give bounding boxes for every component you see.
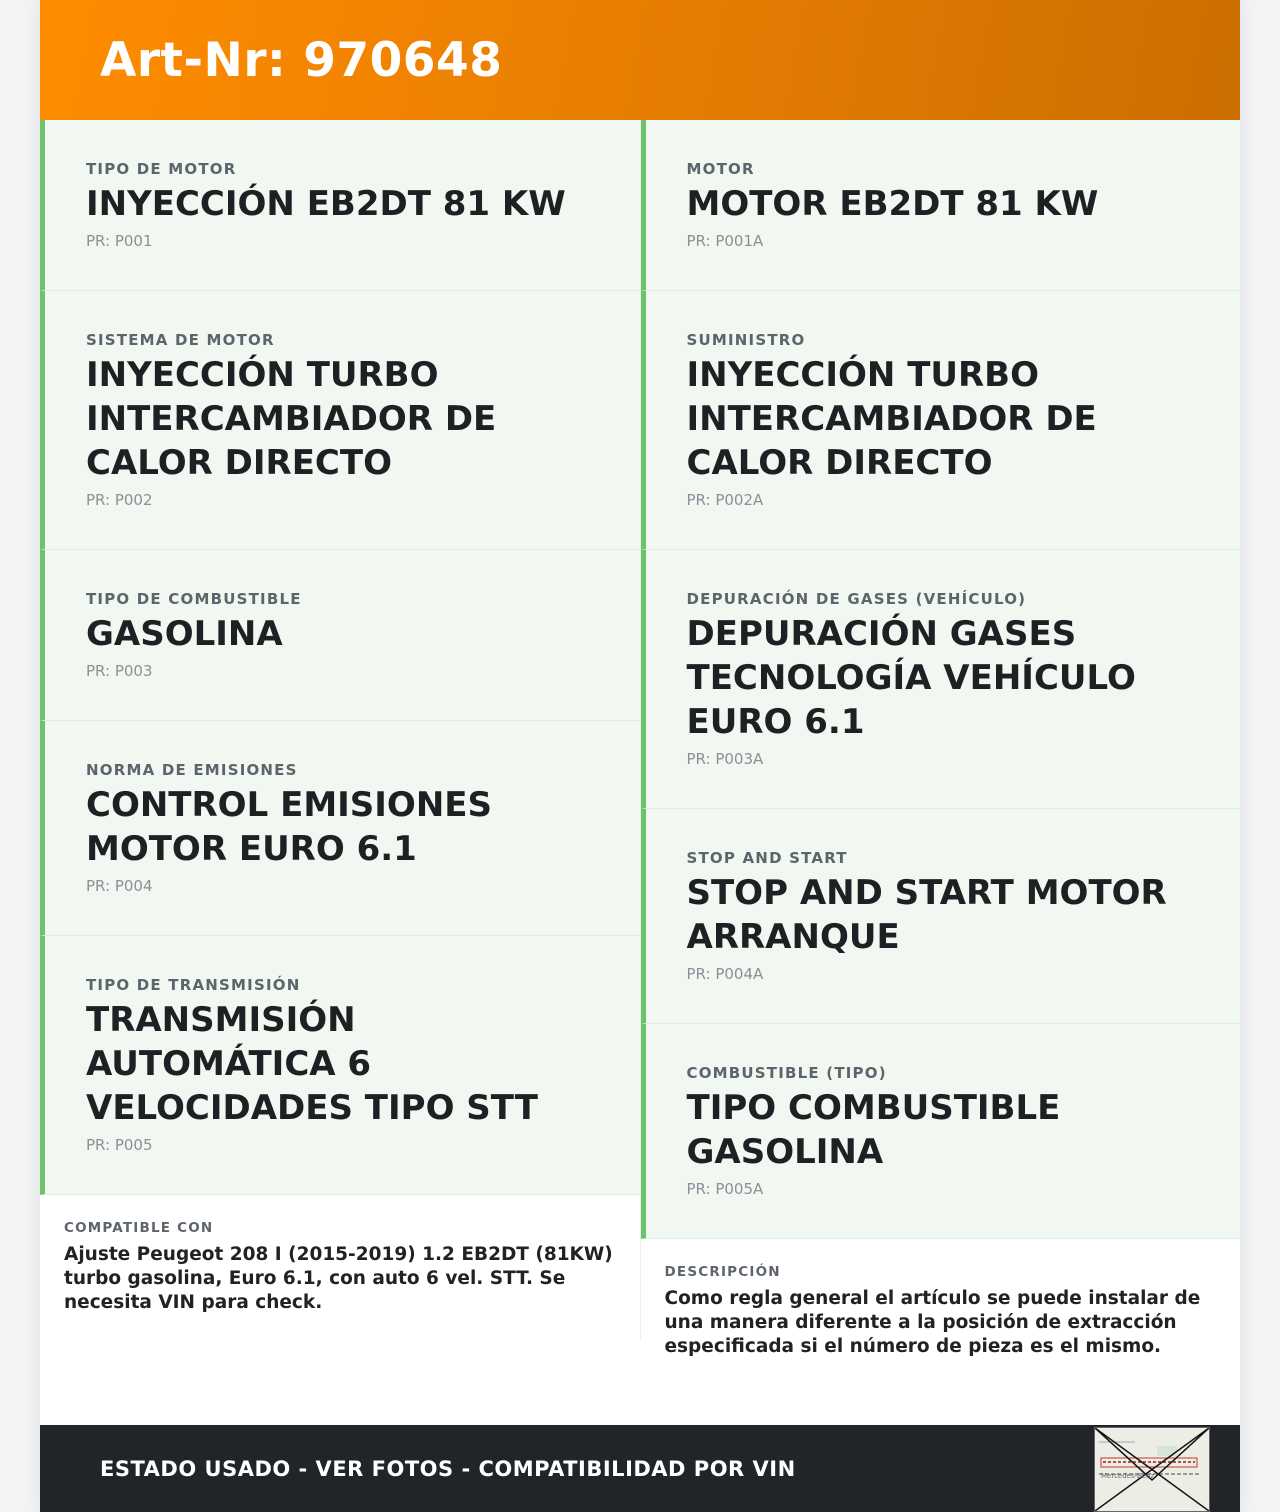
spec-columns xyxy=(40,120,1240,1383)
spec-label: SUMINISTRO xyxy=(686,331,806,349)
spec-label: TIPO DE MOTOR xyxy=(86,160,237,178)
spec-card-transmission-type xyxy=(40,936,640,1195)
spec-value: TIPO COMBUSTIBLE GASOLINA xyxy=(686,1088,1061,1172)
spec-code: PR: P001A xyxy=(686,232,764,250)
status-footer xyxy=(40,1425,1240,1512)
spec-label: COMBUSTIBLE (TIPO) xyxy=(686,1064,887,1082)
compatible-section xyxy=(40,1195,640,1339)
spec-code: PR: P002 xyxy=(86,491,153,509)
spec-code: PR: P003A xyxy=(686,750,764,768)
spec-card-exhaust-cleaning xyxy=(641,550,1241,809)
spec-label: STOP AND START xyxy=(686,849,848,867)
spec-code: PR: P005 xyxy=(86,1136,153,1154)
spec-value: INYECCIÓN TURBO INTERCAMBIADOR DE CALOR DIRECTO xyxy=(686,355,1097,483)
right-spec-column xyxy=(641,120,1241,1383)
spec-value: TRANSMISIÓN AUTOMÁTICA 6 VELOCIDADES TIPO STT xyxy=(86,1000,538,1128)
status-text: ESTADO USADO - VER FOTOS - COMPATIBILIDAD POR VIN xyxy=(100,1456,796,1481)
page-header xyxy=(40,0,1240,120)
spec-label: SISTEMA DE MOTOR xyxy=(86,331,275,349)
vin-label-caption: Mercedes-Benz xyxy=(1101,1472,1155,1480)
compatible-label: COMPATIBLE CON xyxy=(64,1220,214,1236)
spec-label: MOTOR xyxy=(686,160,755,178)
spec-card-supply xyxy=(641,291,1241,550)
spec-code: PR: P003 xyxy=(86,662,153,680)
description-text: Como regla general el artículo se puede instalar de una manera diferente a la posición de extracción especificada si el número de pieza es el mismo. xyxy=(664,1288,1201,1357)
spec-label: TIPO DE COMBUSTIBLE xyxy=(86,590,302,608)
spec-value: DEPURACIÓN GASES TECNOLOGÍA VEHÍCULO EURO 6.1 xyxy=(686,614,1136,742)
spec-value: CONTROL EMISIONES MOTOR EURO 6.1 xyxy=(86,785,493,869)
spec-code: PR: P001 xyxy=(86,232,153,250)
spec-card-engine-type xyxy=(40,120,640,291)
spec-label: NORMA DE EMISIONES xyxy=(86,761,298,779)
spec-code: PR: P005A xyxy=(686,1180,764,1198)
spec-value: INYECCIÓN EB2DT 81 KW xyxy=(86,184,566,224)
spec-value: INYECCIÓN TURBO INTERCAMBIADOR DE CALOR DIRECTO xyxy=(86,355,497,483)
spec-card-fuel-type xyxy=(40,550,640,721)
vin-label-photo-icon xyxy=(1095,1428,1209,1511)
spec-card-fuel-kind xyxy=(641,1024,1241,1239)
spec-code: PR: P004A xyxy=(686,965,764,983)
spec-value: STOP AND START MOTOR ARRANQUE xyxy=(686,873,1167,957)
spec-code: PR: P002A xyxy=(686,491,764,509)
spec-card-emission-norm xyxy=(40,721,640,936)
product-page xyxy=(40,0,1240,1512)
compatible-text: Ajuste Peugeot 208 I (2015-2019) 1.2 EB2DT (81KW) turbo gasolina, Euro 6.1, con auto 6 vel. STT. Se necesita VIN para check. xyxy=(64,1244,613,1313)
description-section xyxy=(641,1239,1241,1383)
spec-card-engine-system xyxy=(40,291,640,550)
spec-label: DEPURACIÓN DE GASES (VEHÍCULO) xyxy=(686,590,1027,608)
description-label: DESCRIPCIÓN xyxy=(664,1264,781,1280)
article-number-title: Art-Nr: 970648 xyxy=(100,32,503,88)
spec-card-engine xyxy=(641,120,1241,291)
vin-label-thumbnail[interactable] xyxy=(1094,1427,1210,1512)
left-spec-column xyxy=(40,120,641,1339)
spec-value: GASOLINA xyxy=(86,614,283,654)
spec-code: PR: P004 xyxy=(86,877,153,895)
spec-label: TIPO DE TRANSMISIÓN xyxy=(86,976,301,994)
spec-value: MOTOR EB2DT 81 KW xyxy=(686,184,1099,224)
spec-card-stop-and-start xyxy=(641,809,1241,1024)
